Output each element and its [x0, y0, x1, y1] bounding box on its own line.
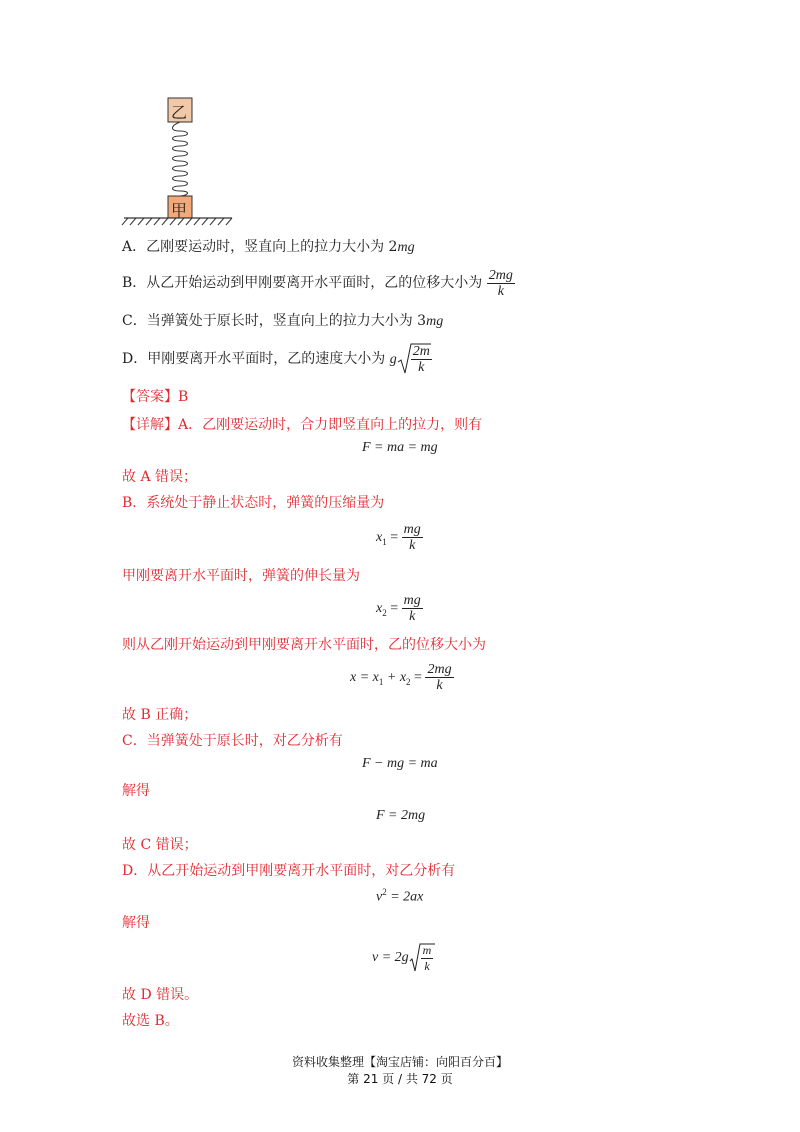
- option-d-g: g: [389, 352, 397, 367]
- d2-denominator: k: [424, 958, 430, 973]
- x1-numerator: mg: [403, 522, 421, 538]
- x2-denominator: k: [409, 609, 416, 625]
- equation-c2: F = 2mg: [376, 808, 426, 823]
- x1-fraction: [402, 522, 423, 553]
- x-fraction: [425, 662, 453, 693]
- b-right: 故 B 正确；: [122, 707, 198, 723]
- x1-sub: 1: [382, 536, 387, 547]
- option-d: [122, 340, 432, 378]
- equation-d2: [372, 940, 433, 976]
- spring-figure: [118, 95, 238, 230]
- equation-x: $x = x_1 + x_2$ = $\frac{2mg}{k}$: [350, 662, 452, 694]
- equation-d1: [376, 887, 423, 906]
- d-wrong: 故 D 错误。: [122, 987, 199, 1003]
- solve-2: 解得: [122, 915, 150, 931]
- option-c-text: C．当弹簧处于原长时，竖直向上的拉力大小为 3: [122, 313, 427, 329]
- c-line-1: C．当弹簧处于原长时，对乙分析有: [122, 733, 343, 749]
- d2-lhs: v = 2g: [372, 950, 409, 966]
- footer-page-number: 第 21 页 / 共 72 页: [347, 1072, 453, 1086]
- x2-lhs: x: [376, 601, 383, 616]
- option-b-text: B．从乙开始运动到甲刚要离开水平面时，乙的位移大小为: [122, 275, 483, 291]
- option-d-numerator: 2m: [412, 343, 430, 359]
- option-d-denominator: k: [418, 359, 425, 375]
- explain-intro: 【详解】A．乙刚要运动时，合力即竖直向上的拉力，则有: [122, 417, 483, 433]
- answer-line: 【答案】B: [122, 389, 189, 405]
- choose-line: 故选 B。: [122, 1013, 179, 1029]
- footer-source: 资料收集整理【淘宝店铺：向阳百分百】: [291, 1055, 508, 1069]
- a-wrong: 故 A 错误；: [122, 469, 198, 485]
- d2-fraction: [421, 943, 434, 974]
- c-wrong: 故 C 错误；: [122, 837, 198, 853]
- option-b-numerator: 2mg: [488, 267, 513, 283]
- equation-x1: $x_1$ = $\frac{mg}{k}$: [376, 522, 421, 554]
- b-line-1: B．系统处于静止状态时，弹簧的压缩量为: [122, 495, 385, 511]
- x-eq-sub2: 2: [406, 676, 411, 687]
- option-d-text: D．甲刚要离开水平面时，乙的速度大小为: [122, 351, 386, 367]
- option-c: [122, 312, 443, 331]
- x-eq-mid: + x: [383, 670, 407, 685]
- d-line-1: D．从乙开始运动到甲刚要离开水平面时，对乙分析有: [122, 863, 456, 879]
- option-b-fraction: [487, 268, 515, 299]
- x1-denominator: k: [409, 538, 416, 554]
- x-numerator: 2mg: [427, 662, 452, 678]
- x-denominator: k: [436, 678, 443, 694]
- d2-numerator: m: [422, 942, 432, 957]
- d1-v: v: [376, 889, 383, 905]
- option-a: [122, 238, 415, 257]
- option-c-tail: mg: [426, 314, 444, 329]
- x2-numerator: mg: [403, 593, 421, 609]
- top-block-label: 乙: [171, 103, 188, 122]
- option-a-text: A．乙刚要运动时，竖直向上的拉力大小为 2: [122, 239, 398, 255]
- x2-sub: 2: [382, 607, 387, 618]
- bottom-block-label: 甲: [171, 201, 188, 220]
- x1-lhs: x: [376, 530, 383, 545]
- option-d-fraction: [411, 344, 432, 375]
- equation-c1: F − mg = ma: [362, 756, 438, 771]
- x2-fraction: [402, 593, 423, 624]
- solve-1: 解得: [122, 783, 150, 799]
- b-line-3: 则从乙刚开始运动到甲刚要离开水平面时，乙的位移大小为: [122, 637, 486, 653]
- equation-x2: $x_2$ = $\frac{mg}{k}$: [376, 593, 421, 625]
- d1-sup: 2: [382, 887, 387, 897]
- x-eq-left: x = x: [350, 670, 379, 685]
- option-b-denominator: k: [497, 283, 504, 299]
- b-line-2: 甲刚要离开水平面时，弹簧的伸长量为: [122, 568, 360, 584]
- option-b: [122, 266, 515, 300]
- d1-rest: = 2ax: [386, 889, 424, 905]
- option-a-tail: mg: [397, 240, 415, 255]
- x-eq-sub1: 1: [378, 676, 384, 687]
- equation-1: F = ma = mg: [362, 440, 438, 455]
